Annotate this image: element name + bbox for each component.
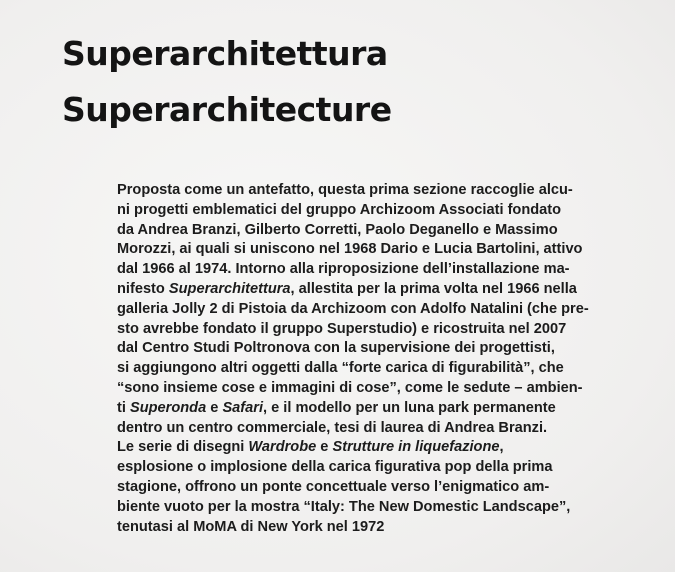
body-text [117, 181, 617, 537]
title-english: Superarchitecture [62, 90, 392, 129]
body-text-run: nifesto [117, 280, 169, 297]
body-italic-title: Superarchitettura [168, 280, 291, 297]
body-text-run: galleria Jolly 2 di Pistoia da Archizoom con Adolfo Natalini (che pre- [117, 300, 589, 317]
body-text-run: ti [117, 399, 130, 416]
body-line [117, 399, 617, 419]
body-text-run: Le serie di disegni [117, 439, 249, 456]
body-text-run: , e il modello per un luna park permanente [263, 399, 556, 416]
body-text-run: Morozzi, ai quali si uniscono nel 1968 Dario e Lucia Bartolini, attivo [117, 241, 583, 258]
body-line [117, 280, 617, 300]
body-text-run: Proposta come un antefatto, questa prima sezione raccoglie alcu- [117, 182, 573, 198]
body-text-run: dal 1966 al 1974. Intorno alla riproposizione dell’installazione ma- [117, 261, 570, 278]
body-line [117, 478, 617, 498]
title-italian: Superarchitettura [62, 34, 388, 73]
body-text-run: “sono insieme cose e immagini di cose”, come le sedute – ambien- [117, 379, 583, 396]
body-italic-title: Safari [222, 399, 263, 416]
title-block [62, 26, 392, 138]
body-line [117, 300, 617, 320]
body-text-run: stagione, offrono un ponte concettuale verso l’enigmatico am- [117, 478, 550, 495]
body-text-run: sto avrebbe fondato il gruppo Superstudio) e ricostruita nel 2007 [117, 320, 567, 337]
body-line [117, 339, 617, 359]
body-line [117, 181, 617, 201]
body-line [117, 359, 617, 379]
body-italic-title: Strutture in liquefazione [332, 439, 500, 456]
body-text-run: da Andrea Branzi, Gilberto Corretti, Paolo Deganello e Massimo [117, 221, 558, 238]
body-text-run: dal Centro Studi Poltronova con la supervisione dei progettisti, [117, 340, 555, 357]
body-line [117, 498, 617, 518]
body-text-run: si aggiungono altri oggetti dalla “forte carica di figurabilità”, che [117, 360, 564, 377]
body-line [117, 518, 617, 538]
body-line [117, 320, 617, 340]
body-text-run: , allestita per la prima volta nel 1966 nella [290, 280, 577, 297]
body-line [117, 419, 617, 439]
body-italic-title: Wardrobe [248, 439, 317, 456]
body-line [117, 379, 617, 399]
body-text-run: biente vuoto per la mostra “Italy: The New Domestic Landscape”, [117, 498, 571, 515]
body-line [117, 240, 617, 260]
body-text-run: , [499, 439, 504, 456]
body-line [117, 201, 617, 221]
body-line [117, 458, 617, 478]
body-text-run: e [206, 399, 223, 416]
body-line [117, 260, 617, 280]
body-text-run: e [316, 439, 333, 456]
body-text-run: tenutasi al MoMA di New York nel 1972 [117, 518, 385, 535]
body-italic-title: Superonda [129, 399, 207, 416]
body-text-run: dentro un centro commerciale, tesi di laurea di Andrea Branzi. [117, 419, 548, 436]
body-line [117, 438, 617, 458]
body-line [117, 221, 617, 241]
body-text-run: esplosione o implosione della carica figurativa pop della prima [117, 459, 553, 476]
body-text-run: ni progetti emblematici del gruppo Archizoom Associati fondato [117, 201, 562, 218]
